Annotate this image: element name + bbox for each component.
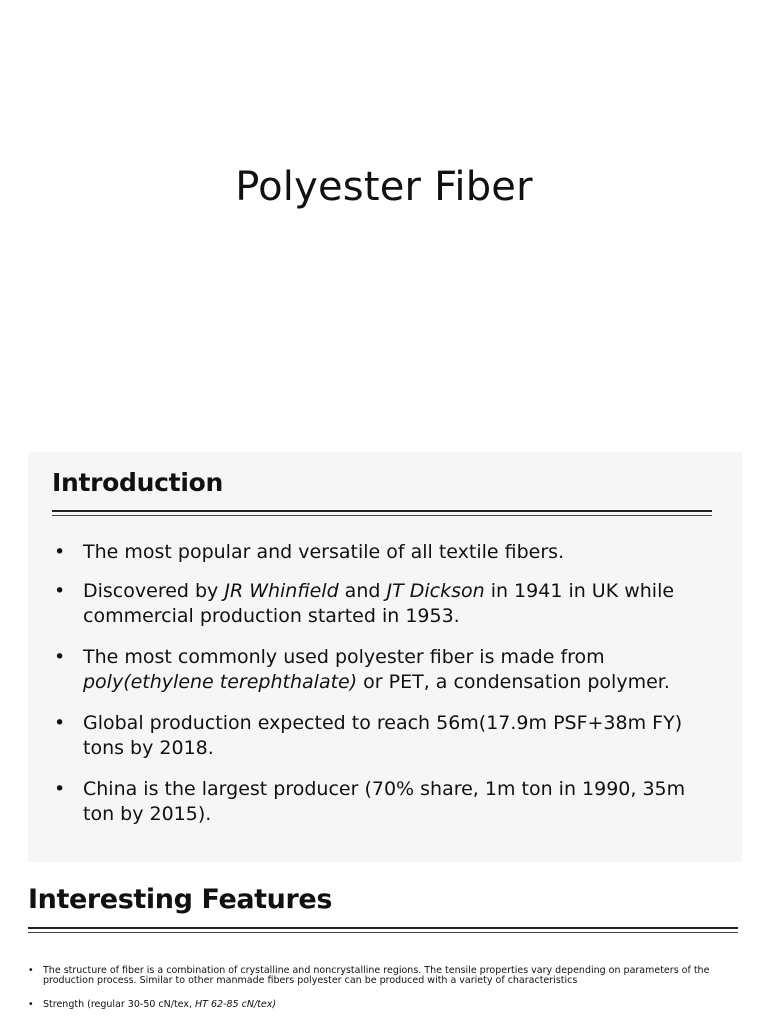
bullet-item	[52, 777, 692, 827]
heading-divider-thin	[52, 515, 712, 516]
bullet-text: Discovered by	[83, 580, 225, 602]
bullet-item	[28, 1000, 728, 1010]
bullet-text-italic: HT 62-85 cN/tex)	[195, 999, 277, 1010]
bullet-text: The most commonly used polyester fiber is made from	[83, 646, 605, 668]
bullet-text: China is the largest producer (70% share, 1m ton in 1990, 35m ton by 2015).	[83, 778, 686, 825]
features-bullet-list	[28, 966, 728, 1024]
bullet-item	[52, 540, 692, 565]
heading-divider-thin	[28, 932, 738, 933]
interesting-features-slide	[0, 872, 768, 1024]
introduction-bullet-list	[52, 540, 692, 843]
bullet-item	[28, 966, 728, 986]
person-name: JT Dickson	[386, 580, 485, 602]
heading-divider-thick	[28, 927, 738, 929]
bullet-item	[52, 579, 692, 629]
bullet-item	[52, 645, 692, 695]
person-name: JR Whinfield	[224, 580, 339, 602]
title-slide	[0, 0, 768, 452]
bullet-text: in 1941 in UK while commercial production started in 1953.	[83, 580, 675, 627]
slide-title: Polyester Fiber	[235, 164, 533, 210]
interesting-features-heading: Interesting Features	[28, 884, 333, 915]
bullet-text: Strength (regular 30-50 cN/tex,	[43, 999, 196, 1010]
bullet-item	[52, 711, 692, 761]
bullet-text: or PET, a condensation polymer.	[357, 671, 670, 693]
bullet-text: The most popular and versatile of all textile fibers.	[83, 541, 565, 563]
introduction-heading: Introduction	[52, 468, 223, 497]
introduction-slide	[28, 452, 742, 862]
bullet-text: and	[338, 580, 387, 602]
heading-divider-thick	[52, 510, 712, 512]
chemical-name: poly(ethylene terephthalate)	[83, 671, 358, 693]
bullet-text: The structure of fiber is a combination of crystalline and noncrystalline regions. The tensile properties vary depending on parameters of the production process. Similar to other manmade fibers polyester can be produced with a variety of characteristics	[43, 965, 710, 986]
bullet-text: Global production expected to reach 56m(17.9m PSF+38m FY) tons by 2018.	[83, 712, 683, 759]
